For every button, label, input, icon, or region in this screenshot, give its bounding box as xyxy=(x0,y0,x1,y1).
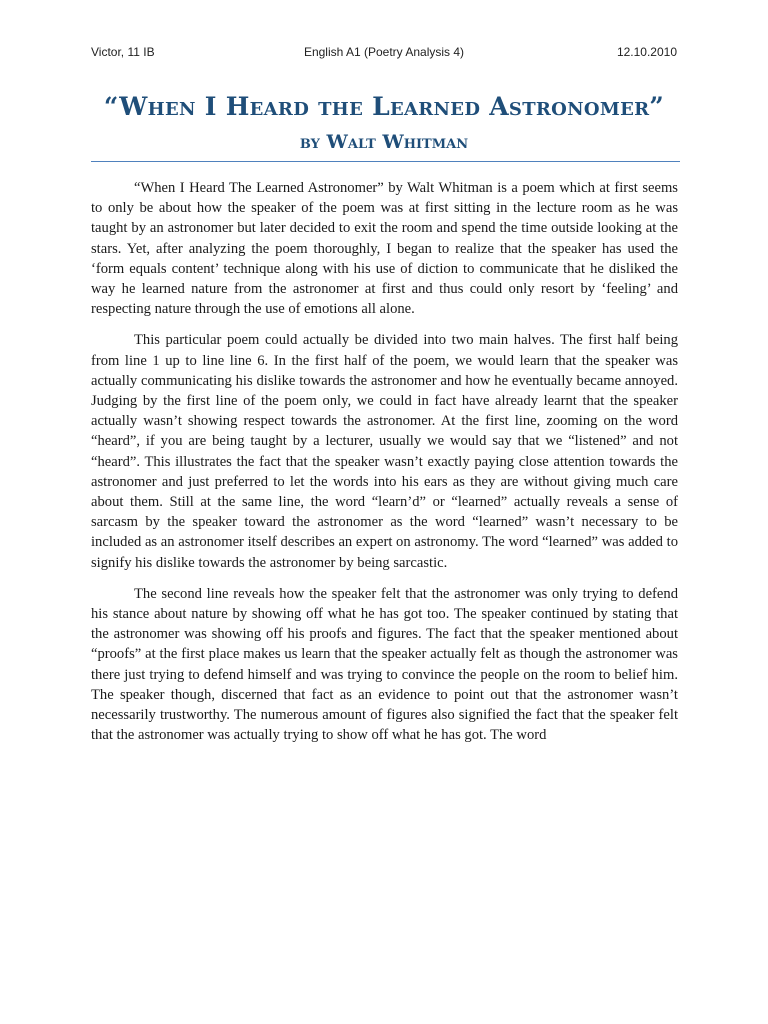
paragraph-3: The second line reveals how the speaker felt that the astronomer was only trying to defend his stance about nature by showing off what he has got too. The speaker continued by stating that the astronomer was showing off his proofs and figures. The fact that the speaker mentioned about “proofs” at the first place makes us learn that the speaker actually felt as though the astronomer was there just trying to defend himself and was trying to convince the people on the room to belief him. The speaker though, discerned that fact as an evidence to point out that the astronomer wasn’t necessarily trustworthy. The numerous amount of figures also signified the fact that the speaker felt that the astronomer was actually trying to show off what he has got. The word xyxy=(91,585,678,744)
document-subtitle: by Walt Whitman xyxy=(299,131,469,153)
header-date: 12.10.2010 xyxy=(616,45,677,59)
header-author: Victor, 11 IB xyxy=(91,45,155,59)
document-title: “When I Heard the Learned Astronomer” xyxy=(103,92,665,121)
page-header xyxy=(91,45,677,63)
title-divider xyxy=(91,161,680,162)
paragraph-1: “When I Heard The Learned Astronomer” by Walt Whitman is a poem which at first seems to only be about how the speaker of the poem was at first sitting in the lecture room as he was taught by an astronomer but later decided to exit the room and spend the time outside looking at the stars. Yet, after analyzing the poem thoroughly, I began to realize that the speaker has used the ‘form equals content’ technique along with his use of diction to communicate that he disliked the way he learned nature from the astronomer at first and thus could only resort by ‘feeling’ and respecting nature through the use of emotions all alone. xyxy=(91,180,678,318)
document-body xyxy=(91,178,678,756)
header-course: English A1 (Poetry Analysis 4) xyxy=(303,45,465,59)
paragraph-2: This particular poem could actually be divided into two main halves. The first half being from line 1 up to line line 6. In the first half of the poem, we would learn that the speaker was actually communicating his dislike towards the astronomer and how he eventually became annoyed. Judging by the first line of the poem only, we could in fact have already learnt that the speaker actually wasn’t showing respect towards the astronomer. At the first line, zooming on the word “heard”, if you are being taught by a lecturer, usually we would say that we “listened” and not “heard”. This illustrates the fact that the speaker wasn’t exactly paying close attention towards the astronomer and just preferred to let the words into his ears as they are without giving much care about them. Still at the same line, the word “learn’d” or “learned” actually reveals a sense of sarcasm by the speaker toward the astronomer as the word “learned” wasn’t necessary to be included as an astronomer itself describes an expert on astronomy. The word “learned” was added to signify his dislike towards the astronomer by being sarcastic. xyxy=(91,332,678,571)
